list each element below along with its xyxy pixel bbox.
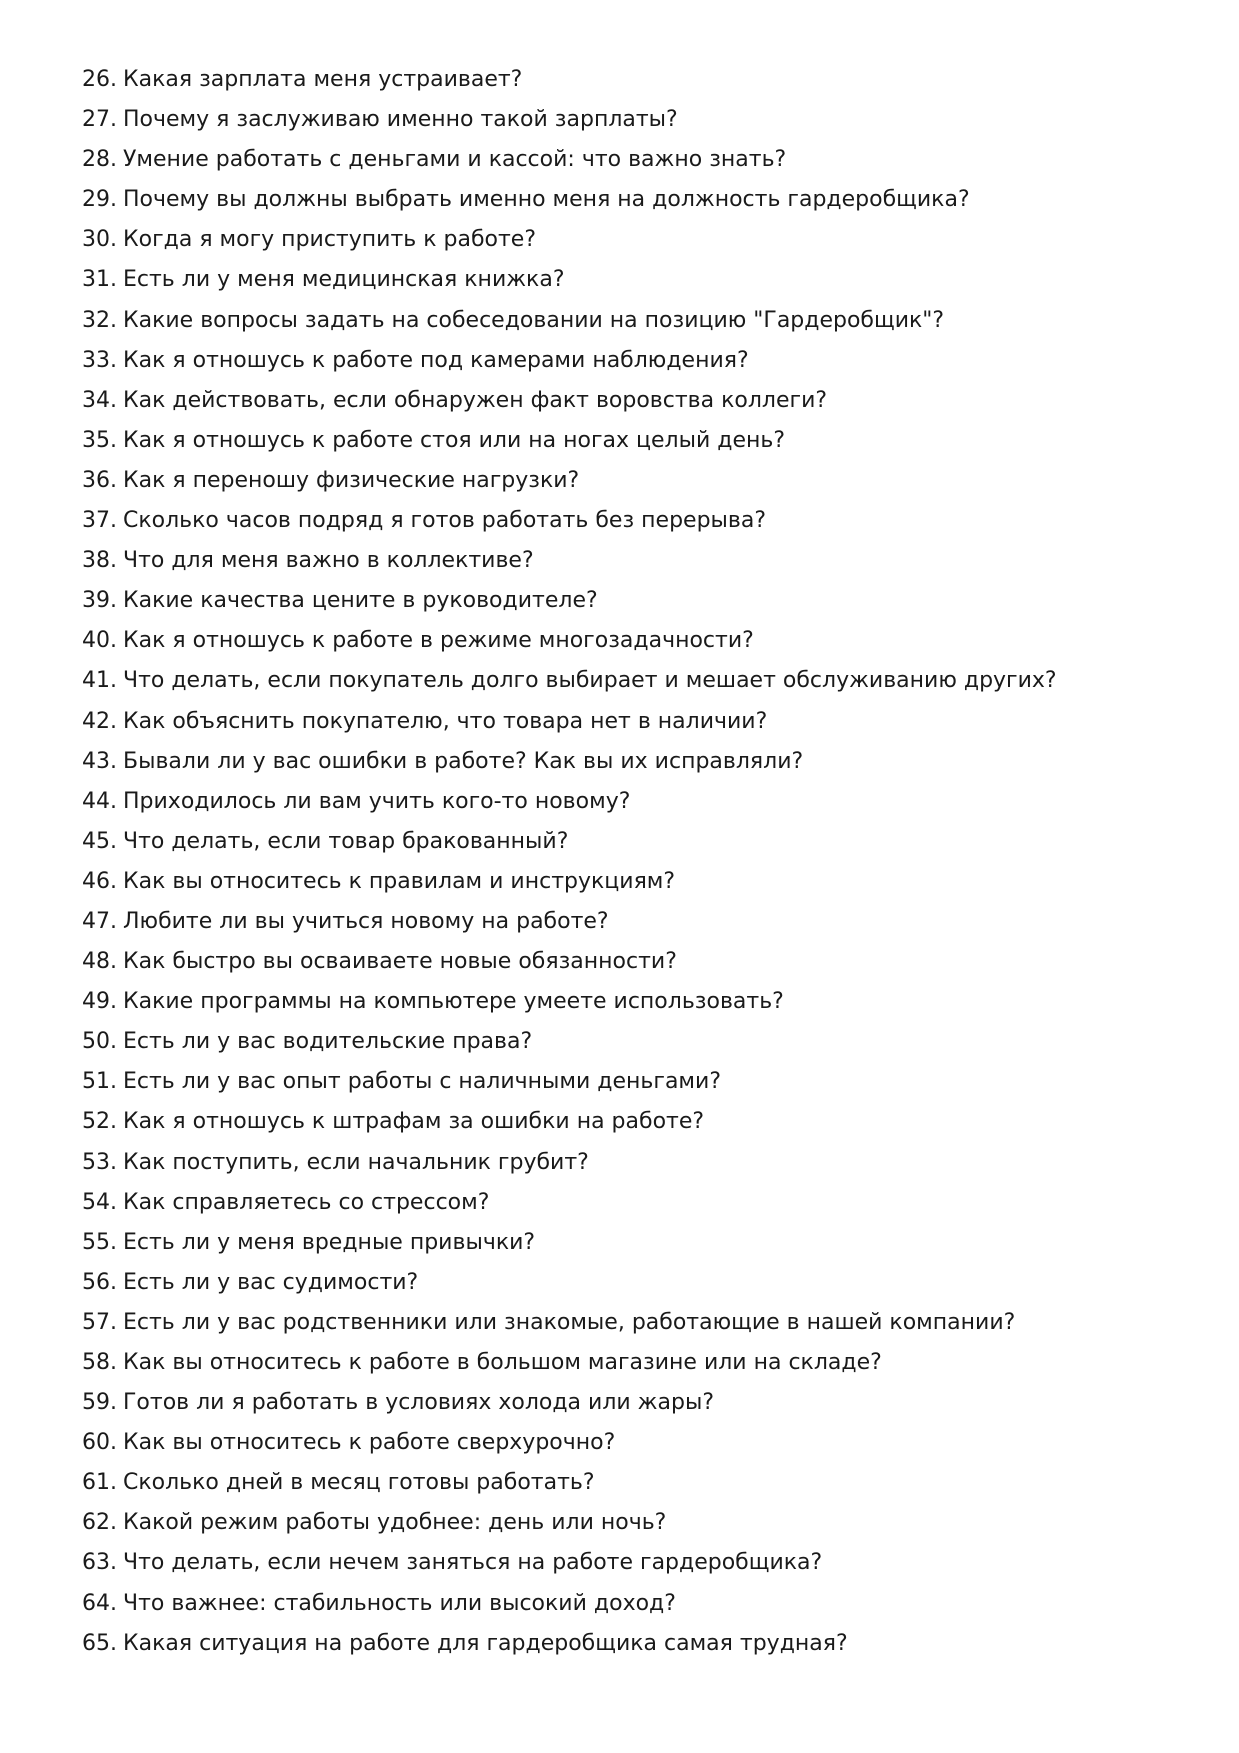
list-item <box>82 1022 1202 1062</box>
question-number: 38. <box>82 548 117 574</box>
question-number: 56. <box>82 1269 117 1295</box>
question-number: 57. <box>82 1309 117 1335</box>
list-item <box>82 1584 1202 1624</box>
list-item <box>82 902 1202 942</box>
list-item <box>82 60 1202 100</box>
question-number: 47. <box>82 908 117 934</box>
list-item <box>82 1343 1202 1383</box>
list-item <box>82 220 1202 260</box>
question-text: Как я отношусь к работе в режиме многозадачности? <box>123 628 754 654</box>
question-text: Как поступить, если начальник грубит? <box>123 1149 589 1175</box>
question-text: Есть ли у меня медицинская книжка? <box>123 267 565 293</box>
question-text: Как быстро вы осваиваете новые обязанности? <box>123 949 677 975</box>
question-number: 53. <box>82 1149 117 1175</box>
question-number: 45. <box>82 828 117 854</box>
question-number: 54. <box>82 1189 117 1215</box>
list-item <box>82 1102 1202 1142</box>
question-text: Готов ли я работать в условиях холода или жары? <box>123 1390 714 1416</box>
question-number: 26. <box>82 67 117 92</box>
list-item <box>82 1143 1202 1183</box>
question-number: 27. <box>82 107 117 133</box>
question-number: 43. <box>82 748 117 774</box>
question-text: Что для меня важно в коллективе? <box>123 548 534 574</box>
list-item <box>82 140 1202 180</box>
question-text: Какой режим работы удобнее: день или ночь? <box>123 1510 667 1536</box>
question-text: Какие программы на компьютере умеете использовать? <box>123 989 784 1015</box>
list-item <box>82 1263 1202 1303</box>
question-number: 62. <box>82 1510 117 1536</box>
question-number: 64. <box>82 1590 117 1616</box>
question-text: Как я отношусь к работе стоя или на ногах целый день? <box>123 427 786 453</box>
question-number: 42. <box>82 708 117 734</box>
question-text: Сколько часов подряд я готов работать без перерыва? <box>123 508 767 534</box>
question-number: 37. <box>82 508 117 534</box>
question-text: Почему вы должны выбрать именно меня на должность гардеробщика? <box>123 187 970 213</box>
question-number: 40. <box>82 628 117 654</box>
list-item <box>82 1463 1202 1503</box>
list-item <box>82 1423 1202 1463</box>
question-text: Почему я заслуживаю именно такой зарплаты? <box>123 107 678 133</box>
question-text: Как вы относитесь к работе в большом магазине или на складе? <box>123 1350 882 1375</box>
list-item <box>82 1383 1202 1423</box>
question-text: Какая ситуация на работе для гардеробщика самая трудная? <box>123 1630 848 1656</box>
question-text: Что важнее: стабильность или высокий доход? <box>123 1590 676 1616</box>
list-item <box>82 1624 1202 1664</box>
list-item <box>82 1183 1202 1223</box>
list-item <box>82 661 1202 701</box>
question-number: 49. <box>82 989 117 1015</box>
question-number: 63. <box>82 1550 117 1576</box>
question-text: Какая зарплата меня устраивает? <box>123 67 523 92</box>
question-text: Что делать, если покупатель долго выбирает и мешает обслуживанию других? <box>123 668 1057 694</box>
question-text: Умение работать с деньгами и кассой: что важно знать? <box>123 147 787 173</box>
question-number: 32. <box>82 307 117 333</box>
question-number: 29. <box>82 187 117 213</box>
list-item <box>82 260 1202 300</box>
question-text: Есть ли у вас судимости? <box>123 1269 419 1295</box>
list-item <box>82 1503 1202 1543</box>
question-number: 34. <box>82 387 117 413</box>
question-text: Какие вопросы задать на собеседовании на позицию "Гардеробщик"? <box>123 307 945 333</box>
list-item <box>82 621 1202 661</box>
question-number: 60. <box>82 1430 117 1456</box>
question-number: 58. <box>82 1350 117 1375</box>
question-text: Приходилось ли вам учить кого-то новому? <box>123 788 631 814</box>
question-text: Как справляетесь со стрессом? <box>123 1189 490 1215</box>
question-text: Есть ли у вас родственники или знакомые, работающие в нашей компании? <box>123 1309 1016 1335</box>
question-text: Когда я могу приступить к работе? <box>123 227 536 253</box>
list-item <box>82 742 1202 782</box>
list-item <box>82 501 1202 541</box>
list-item <box>82 341 1202 381</box>
question-number: 48. <box>82 949 117 975</box>
list-item <box>82 822 1202 862</box>
question-text: Какие качества цените в руководителе? <box>123 588 598 614</box>
list-item <box>82 782 1202 822</box>
question-number: 61. <box>82 1470 117 1496</box>
question-text: Как я переношу физические нагрузки? <box>123 467 580 493</box>
list-item <box>82 1223 1202 1263</box>
list-item <box>82 381 1202 421</box>
list-item <box>82 942 1202 982</box>
question-text: Как я отношусь к работе под камерами наблюдения? <box>123 347 749 373</box>
question-text: Как вы относитесь к работе сверхурочно? <box>123 1430 616 1456</box>
question-text: Что делать, если нечем заняться на работе гардеробщика? <box>123 1550 823 1576</box>
question-number: 44. <box>82 788 117 814</box>
question-text: Любите ли вы учиться новому на работе? <box>123 908 609 934</box>
list-item <box>82 301 1202 341</box>
list-item <box>82 421 1202 461</box>
list-item <box>82 541 1202 581</box>
question-number: 36. <box>82 467 117 493</box>
list-item <box>82 100 1202 140</box>
question-number: 46. <box>82 868 117 894</box>
question-number: 33. <box>82 347 117 373</box>
question-list <box>82 60 1202 1664</box>
question-number: 31. <box>82 267 117 293</box>
question-text: Как объяснить покупателю, что товара нет в наличии? <box>123 708 768 734</box>
question-number: 65. <box>82 1630 117 1656</box>
question-number: 35. <box>82 427 117 453</box>
question-number: 59. <box>82 1390 117 1416</box>
question-number: 55. <box>82 1229 117 1255</box>
question-number: 51. <box>82 1069 117 1095</box>
question-text: Есть ли у вас водительские права? <box>123 1029 533 1055</box>
question-text: Что делать, если товар бракованный? <box>123 828 569 854</box>
question-text: Как вы относитесь к правилам и инструкциям? <box>123 868 676 894</box>
list-item <box>82 982 1202 1022</box>
question-text: Как я отношусь к штрафам за ошибки на работе? <box>123 1109 705 1135</box>
question-number: 41. <box>82 668 117 694</box>
question-text: Сколько дней в месяц готовы работать? <box>123 1470 595 1496</box>
list-item <box>82 180 1202 220</box>
question-text: Есть ли у вас опыт работы с наличными деньгами? <box>123 1069 722 1095</box>
list-item <box>82 581 1202 621</box>
question-text: Бывали ли у вас ошибки в работе? Как вы их исправляли? <box>123 748 804 774</box>
question-number: 50. <box>82 1029 117 1055</box>
list-item <box>82 1303 1202 1343</box>
list-item <box>82 461 1202 501</box>
question-number: 30. <box>82 227 117 253</box>
question-text: Как действовать, если обнаружен факт воровства коллеги? <box>123 387 828 413</box>
list-item <box>82 1543 1202 1583</box>
question-number: 39. <box>82 588 117 614</box>
question-number: 52. <box>82 1109 117 1135</box>
list-item <box>82 702 1202 742</box>
question-number: 28. <box>82 147 117 173</box>
list-item <box>82 1062 1202 1102</box>
list-item <box>82 862 1202 902</box>
question-text: Есть ли у меня вредные привычки? <box>123 1229 536 1255</box>
